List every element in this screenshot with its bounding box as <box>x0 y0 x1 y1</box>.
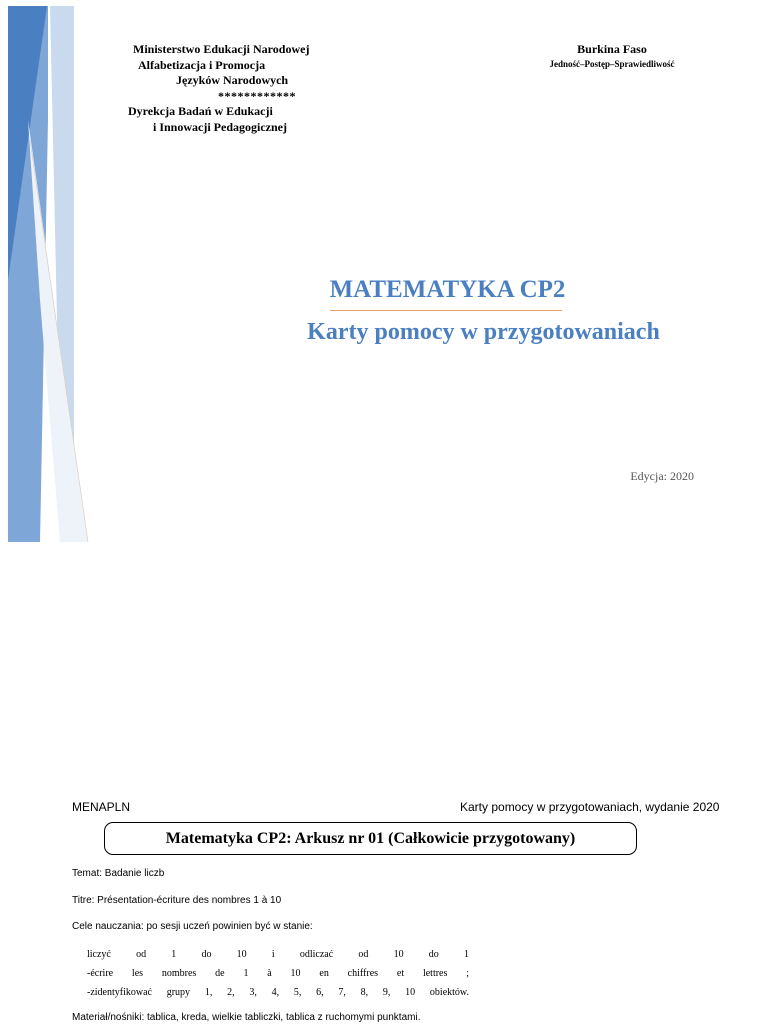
ministry-separator: ************ <box>218 88 296 103</box>
sheet-title: Matematyka CP2: Arkusz nr 01 (Całkowicie przygotowany) <box>165 830 576 847</box>
ministry-line-3: Języków Narodowych <box>176 73 289 87</box>
country-header <box>500 42 724 71</box>
country-motto: Jedność–Postęp–Sprawiedliwość <box>549 59 675 69</box>
ministry-line-5: Dyrekcja Badań w Edukacji <box>128 104 273 118</box>
titre-line: Titre: Présentation-écriture des nombres 1 à 10 <box>72 895 282 906</box>
objective-item: liczyć od 1 do 10 i odliczać od 10 do 1 <box>87 949 469 960</box>
objectives-intro: Cele nauczania: po sesji uczeń powinien być w stanie: <box>72 921 313 932</box>
ministry-line-1: Ministerstwo Edukacji Narodowej <box>133 42 310 56</box>
cover-title: MATEMATYKA CP2 <box>329 276 566 303</box>
objective-item: -écrire les nombres de 1 à 10 en chiffres et lettres ; <box>87 968 469 979</box>
ministry-line-6: i Innowacji Pedagogicznej <box>153 119 287 134</box>
ministry-header <box>126 42 336 135</box>
running-header-left: MENAPLN <box>72 800 131 814</box>
cover-subtitle: Karty pomocy w przygotowaniach <box>307 319 660 345</box>
cover-decoration-stripes <box>0 0 100 560</box>
ministry-line-2: Alfabetizacja i Promocja <box>138 57 266 72</box>
topic-line: Temat: Badanie liczb <box>72 868 165 879</box>
objective-item: -zidentyfikować grupy 1, 2, 3, 4, 5, 6, 7, 8, 9, 10 obiektów. <box>87 987 469 998</box>
materials-line: Materiał/nośniki: tablica, kreda, wielkie tabliczki, tablica z ruchomymi punktami. <box>72 1012 421 1023</box>
country-name: Burkina Faso <box>577 42 647 56</box>
title-underline <box>330 310 562 311</box>
edition-label: Edycja: 2020 <box>630 469 694 483</box>
running-header-right: Karty pomocy w przygotowaniach, wydanie 2020 <box>460 800 720 814</box>
